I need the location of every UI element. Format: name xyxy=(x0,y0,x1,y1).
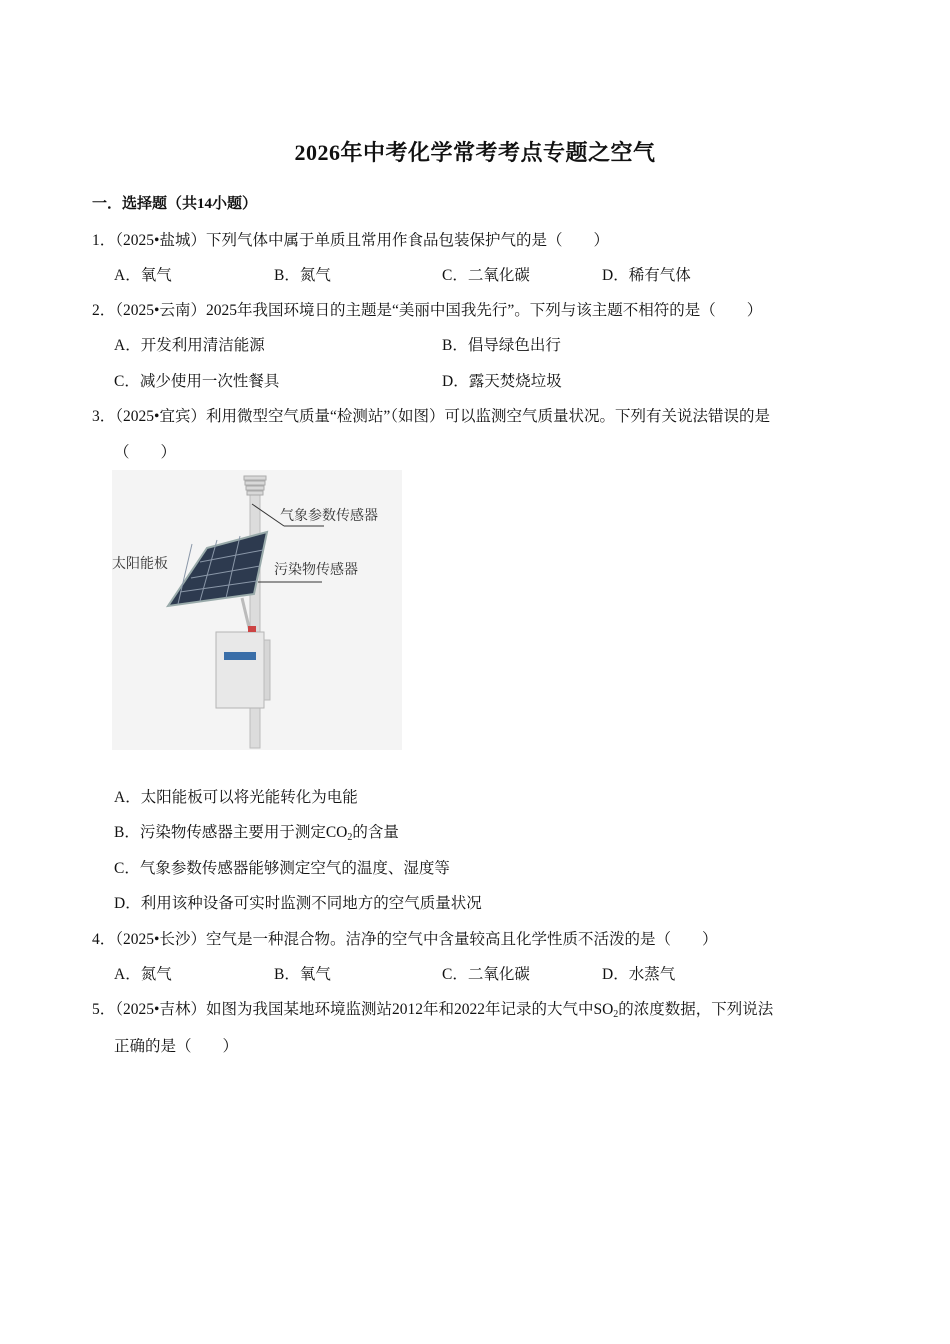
option-b: B．氧气 xyxy=(274,966,331,983)
option-d: D．露天焚烧垃圾 xyxy=(442,373,562,390)
question-text: （2025•盐城）下列气体中属于单质且常用作食品包装保护气的是（ ） xyxy=(115,232,609,249)
question-text: （2025•吉林）如图为我国某地环境监测站2012年和2022年记录的大气中SO xyxy=(115,1001,614,1018)
question-number: 2． xyxy=(92,302,116,319)
option-a: A．氧气 xyxy=(114,267,172,284)
question-4 xyxy=(92,927,717,949)
subscript: 2 xyxy=(613,1009,619,1020)
label-weather-sensor: 气象参数传感器 xyxy=(280,508,378,524)
label-pollutant-sensor: 污染物传感器 xyxy=(274,562,358,578)
subscript: 2 xyxy=(347,832,353,843)
question-number: 4． xyxy=(92,931,116,948)
question-3-bracket: （ ） xyxy=(114,444,177,461)
question-5 xyxy=(92,997,773,1020)
option-b-text: B．污染物传感器主要用于测定CO xyxy=(114,824,348,841)
option-a: A．氮气 xyxy=(114,966,172,983)
question-number: 5． xyxy=(92,1001,116,1018)
question-number: 3． xyxy=(92,408,116,425)
question-text-tail: 的浓度数据，下列说法 xyxy=(618,1001,774,1018)
air-monitoring-station-figure xyxy=(112,470,402,750)
option-a: A．开发利用清洁能源 xyxy=(114,337,265,354)
option-d: D．水蒸气 xyxy=(602,966,676,983)
option-d: D．利用该种设备可实时监测不同地方的空气质量状况 xyxy=(114,895,482,912)
option-d: D．稀有气体 xyxy=(602,267,691,284)
question-2 xyxy=(92,298,762,320)
option-c: C．二氧化碳 xyxy=(442,267,530,284)
question-5-cont: 正确的是（ ） xyxy=(114,1038,239,1055)
option-a: A．太阳能板可以将光能转化为电能 xyxy=(114,789,358,806)
question-text: （2025•云南）2025年我国环境日的主题是“美丽中国我先行”。下列与该主题不相符的是（ ） xyxy=(115,302,763,319)
weather-sensor xyxy=(244,476,266,495)
question-1 xyxy=(92,228,609,250)
question-3 xyxy=(92,404,770,426)
option-b xyxy=(114,820,399,843)
label-solar-panel: 太阳能板 xyxy=(112,556,168,572)
page-title: 2026年中考化学常考考点专题之空气 xyxy=(294,140,656,165)
option-c: C．减少使用一次性餐具 xyxy=(114,373,280,390)
question-text: （2025•长沙）空气是一种混合物。洁净的空气中含量较高且化学性质不活泼的是（ ） xyxy=(115,931,718,948)
section-heading: 一．选择题（共14小题） xyxy=(92,196,258,212)
question-number: 1． xyxy=(92,232,116,249)
option-c: C．气象参数传感器能够测定空气的温度、湿度等 xyxy=(114,860,450,877)
pollutant-sensor-box xyxy=(216,626,270,708)
option-c: C．二氧化碳 xyxy=(442,966,530,983)
option-b: B．倡导绿色出行 xyxy=(442,337,561,354)
option-b: B．氮气 xyxy=(274,267,331,284)
option-b-tail: 的含量 xyxy=(352,824,399,841)
question-text: （2025•宜宾）利用微型空气质量“检测站”（如图）可以监测空气质量状况。下列有关说法错误的是 xyxy=(115,408,770,425)
